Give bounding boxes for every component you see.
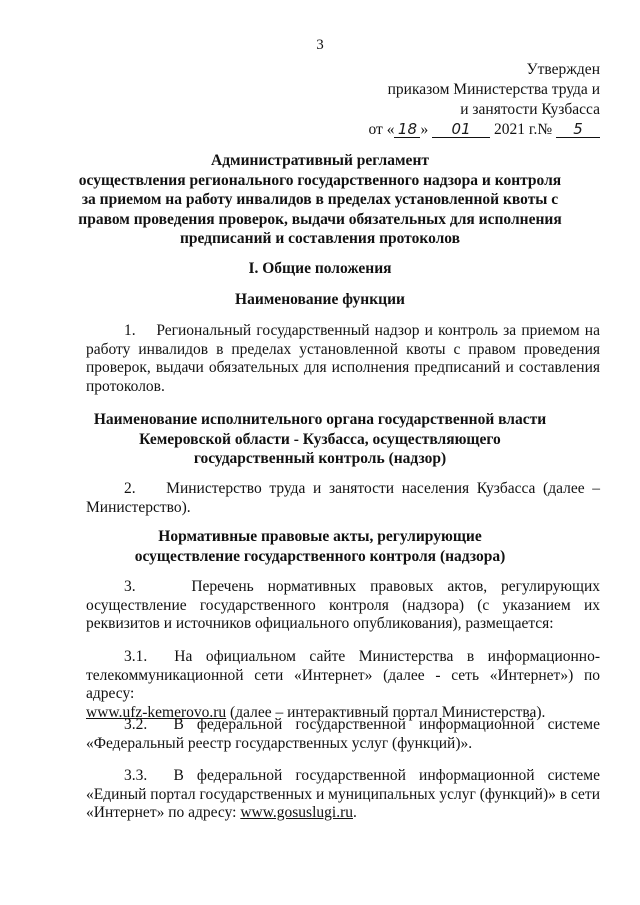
document-title bbox=[0, 151, 640, 249]
approval-block bbox=[369, 60, 600, 140]
legal-heading-line-2: осуществление государственного контроля (надзора) bbox=[134, 547, 506, 565]
p3-line-1: Перечень нормативных правовых актов, регулирующих bbox=[191, 578, 600, 595]
p33-line-3-pre: «Интернет» по адресу: bbox=[86, 804, 241, 821]
handwritten-number: 5 bbox=[556, 121, 600, 138]
title-line-2: осуществления регионального государственного надзора и контроля bbox=[78, 171, 562, 189]
p31-line-3-rest: (далее – интерактивный портал Министерства). bbox=[226, 703, 546, 721]
date-prefix: от « bbox=[368, 121, 395, 138]
title-line-4: правом проведения проверок, выдачи обязательных для исполнения bbox=[78, 210, 562, 228]
p31-line-2: телекоммуникационной сети «Интернет» (далее - сеть «Интернет») по адресу: bbox=[86, 666, 600, 702]
p33-line-3-post: . bbox=[353, 804, 357, 821]
p3-line-3: реквизитов и источников официального опубликования), размещается: bbox=[86, 615, 554, 632]
p1-line-2: работу инвалидов в пределах установленной квоты с правом проведения bbox=[86, 340, 600, 358]
p2-number: 2. bbox=[124, 480, 136, 497]
approval-line-3: и занятости Кузбасса bbox=[460, 101, 600, 118]
gosuslugi-link[interactable]: www.gosuslugi.ru bbox=[240, 804, 353, 821]
p2-line-2: Министерство). bbox=[86, 498, 191, 516]
paragraph-2 bbox=[86, 480, 600, 517]
p1-line-3: проверок, выдачи обязательных для исполнения предписаний и составления bbox=[86, 359, 600, 376]
title-line-5: предписаний и составления протоколов bbox=[179, 230, 461, 247]
page-number: 3 bbox=[316, 37, 324, 53]
exec-heading-line-1: Наименование исполнительного органа государственной власти bbox=[93, 411, 547, 428]
approval-line-2: приказом Министерства труда и bbox=[387, 81, 600, 98]
ministry-site-link[interactable]: www.ufz-kemerovo.ru bbox=[86, 703, 227, 721]
p33-number: 3.3. bbox=[124, 767, 148, 784]
p33-line-1: В федеральной государственной информационной системе bbox=[173, 767, 600, 784]
approval-line-1: Утвержден bbox=[526, 61, 600, 78]
paragraph-3 bbox=[86, 578, 600, 634]
exec-heading-line-3: государственный контроль (надзор) bbox=[193, 450, 447, 467]
p3-number: 3. bbox=[124, 578, 136, 595]
p33-line-2: «Единый портал государственных и муниципальных услуг (функций)» в сети bbox=[86, 785, 600, 803]
handwritten-day: 18 bbox=[394, 121, 420, 138]
p1-line-4: протоколов. bbox=[86, 377, 165, 395]
exec-heading-line-2: Кемеровской области - Кузбасса, осуществляющего bbox=[139, 430, 501, 448]
p2-line-1: Министерство труда и занятости населения Кузбасса (далее – bbox=[166, 480, 600, 497]
legal-heading-line-1: Нормативные правовые акты, регулирующие bbox=[158, 528, 482, 545]
p32-number: 3.2. bbox=[124, 716, 148, 733]
title-line-3: за приемом на работу инвалидов в пределах установленной квоты с bbox=[81, 191, 559, 208]
section-heading-legal-acts bbox=[0, 527, 640, 566]
p1-number: 1. bbox=[124, 322, 136, 339]
title-line-1: Административный регламент bbox=[211, 152, 429, 169]
p31-line-1: На официальном сайте Министерства в информационно- bbox=[174, 648, 601, 665]
p32-line-1: В федеральной государственной информационной системе bbox=[173, 716, 600, 733]
paragraph-1 bbox=[86, 322, 600, 396]
p31-number: 3.1. bbox=[124, 648, 148, 665]
date-mid: » bbox=[420, 121, 429, 138]
p32-line-2: «Федеральный реестр государственных услуг (функций)». bbox=[86, 734, 473, 752]
paragraph-3-2 bbox=[86, 716, 600, 753]
section-heading-general: I. Общие положения bbox=[248, 260, 392, 277]
handwritten-month: 01 bbox=[432, 121, 490, 138]
approval-date-line bbox=[369, 120, 600, 140]
paragraph-3-3 bbox=[86, 767, 600, 823]
subheading-function-name: Наименование функции bbox=[235, 291, 405, 308]
section-heading-executive-body bbox=[0, 410, 640, 469]
date-year: 2021 г.№ bbox=[493, 121, 553, 138]
paragraph-3-1 bbox=[86, 648, 600, 722]
p3-line-2: осуществление государственного контроля (надзора) (с указанием их bbox=[86, 596, 600, 614]
p1-line-1: Региональный государственный надзор и контроль за приемом на bbox=[156, 322, 600, 339]
